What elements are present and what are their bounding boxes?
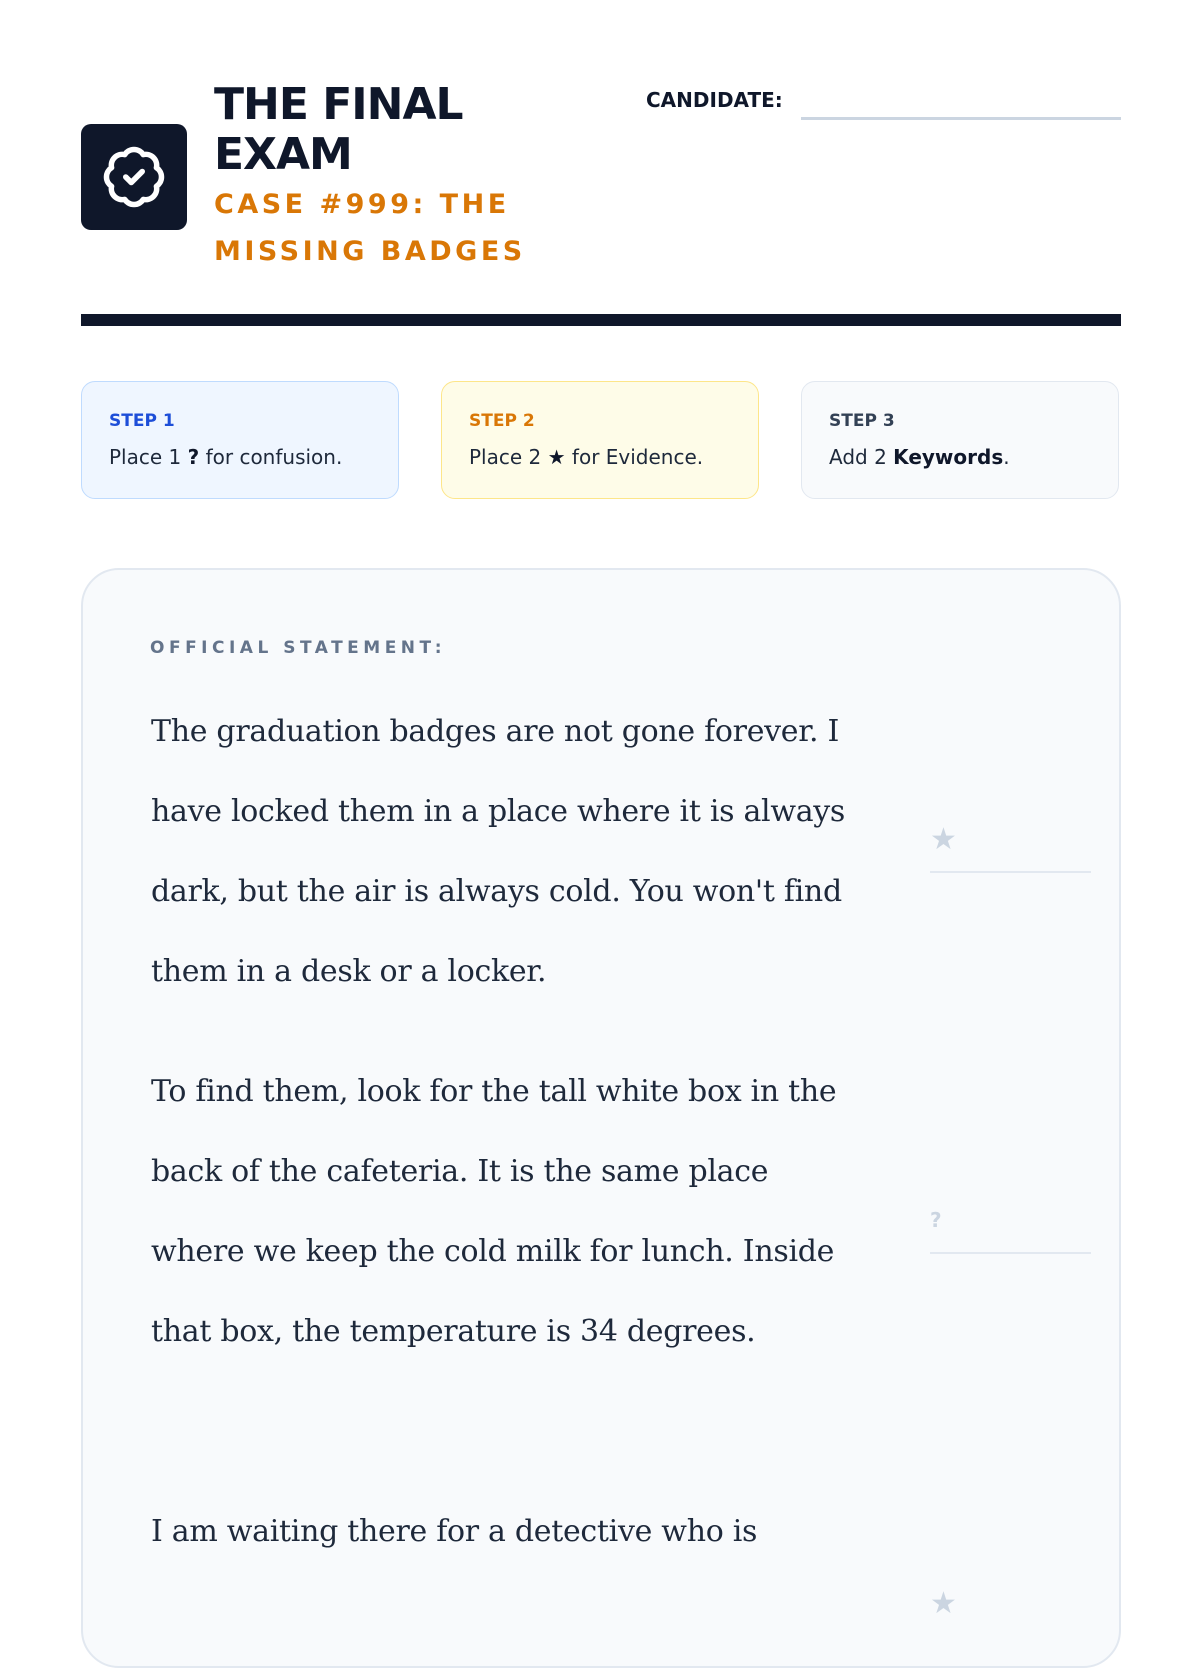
logo-badge [81,124,187,230]
margin-note-slot-1[interactable] [930,871,1091,873]
step-card-2 [441,381,759,499]
statement-paragraph-2: To find them, look for the tall white box in the back of the cafeteria. It is the same place where we keep the cold milk for lunch. Inside that box, the temperature is 34 degrees. [151,1074,837,1349]
statement-paragraph-1: The graduation badges are not gone forever. I have locked them in a place where it is always dark, but the air is always cold. You won't find them in a desk or a locker. [151,714,846,989]
page-title: THE FINAL EXAM [214,79,463,180]
margin-note-slot-2[interactable] [930,1252,1091,1254]
step-card-3 [801,381,1119,499]
candidate-label: CANDIDATE: [646,88,783,112]
step-3-label: STEP 3 [829,411,895,431]
statement-label: OFFICIAL STATEMENT: [150,638,446,658]
star-icon: ★ [930,1586,957,1621]
star-icon: ★ [930,822,957,857]
step-1-instruction: Place 1 ? for confusion. [109,445,343,469]
candidate-name-field[interactable] [801,117,1121,120]
statement-paragraph-3: I am waiting there for a detective who is [151,1514,758,1549]
star-icon: ★ [547,445,566,469]
badge-check-icon [101,144,167,210]
keywords-term: Keywords [893,445,1004,469]
question-mark-icon: ? [930,1208,942,1232]
step-2-instruction: Place 2 ★ for Evidence. [469,445,704,469]
case-subtitle: CASE #999: THE MISSING BADGES [214,189,526,267]
question-mark-symbol: ? [187,445,200,469]
header-divider [81,314,1121,326]
step-2-label: STEP 2 [469,411,535,431]
step-3-instruction: Add 2 Keywords. [829,445,1010,469]
step-card-1 [81,381,399,499]
step-1-label: STEP 1 [109,411,175,431]
